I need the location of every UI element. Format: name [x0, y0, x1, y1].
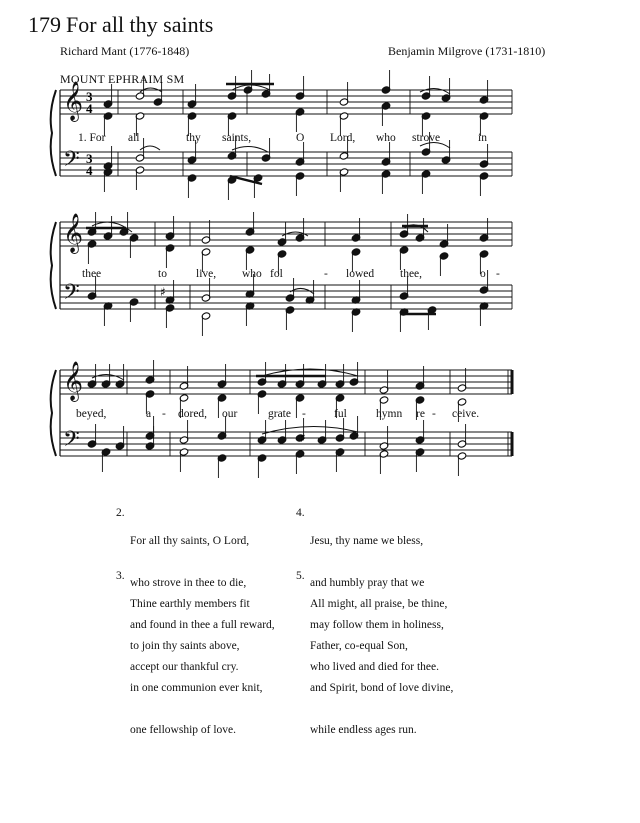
- lyric-syllable: lowed: [346, 268, 375, 280]
- sharp-sign: ♯: [300, 431, 306, 445]
- hymn-title: For all thy saints: [66, 12, 214, 37]
- verse-number: 2.: [116, 507, 125, 519]
- treble-clef: 𝄞: [63, 361, 84, 401]
- lyric-syllable: thy: [186, 132, 201, 144]
- bass-clef: 𝄢: [63, 147, 80, 177]
- bass-clef: 𝄢: [63, 280, 80, 310]
- verse-line: and humbly pray that we: [310, 577, 425, 589]
- hymn-number: 179: [28, 12, 61, 37]
- lyric-syllable: our: [222, 408, 238, 420]
- verse-line: Father, co-equal Son,: [310, 640, 408, 652]
- final-barline: [511, 432, 514, 456]
- lyric-syllable: saints,: [222, 132, 252, 144]
- lyric-syllable: thee,: [400, 268, 423, 280]
- time-signature-bottom: 4: [86, 163, 93, 178]
- time-signature-top: 3: [86, 151, 93, 166]
- composer-credit: Benjamin Milgrove (1731-1810): [388, 44, 546, 58]
- lyric-syllable: who: [242, 268, 262, 280]
- final-barline: [511, 370, 514, 394]
- brace: [51, 222, 56, 309]
- lyric-syllable: o: [480, 268, 486, 280]
- lyric-syllable: -: [432, 408, 436, 420]
- verse-line: and Spirit, bond of love divine,: [310, 682, 454, 694]
- lyric-syllable: strove: [412, 132, 441, 144]
- sharp-sign: ♯: [160, 285, 166, 299]
- lyric-syllable: to: [158, 268, 167, 280]
- verse-line: All might, all praise, be thine,: [310, 598, 448, 610]
- lyric-syllable: ceive.: [452, 408, 480, 420]
- lyric-syllable: Lord,: [330, 132, 356, 144]
- bass-clef: 𝄢: [63, 427, 80, 457]
- verse-number: 5.: [296, 570, 305, 582]
- lyric-syllable: grate: [268, 408, 291, 420]
- verse-line: who lived and died for thee.: [310, 661, 440, 673]
- lyric-syllable: -: [162, 408, 166, 420]
- lyric-syllable: thee: [82, 268, 102, 280]
- lyric-syllable: 1. For: [78, 132, 106, 144]
- verse-line: accept our thankful cry.: [130, 661, 239, 673]
- author-credit: Richard Mant (1776-1848): [60, 44, 190, 58]
- lyric-syllable: O: [296, 132, 305, 144]
- time-signature-bottom: 4: [86, 101, 93, 116]
- treble-clef: 𝄞: [63, 213, 84, 253]
- treble-clef: 𝄞: [63, 81, 84, 121]
- verse-line: one fellowship of love.: [130, 724, 237, 736]
- lyric-syllable: hymn: [376, 408, 403, 420]
- verse-line: and found in thee a full reward,: [130, 619, 275, 631]
- verse-line: while endless ages run.: [310, 724, 417, 736]
- lyric-syllable: live,: [196, 268, 217, 280]
- time-signature-top: 3: [86, 89, 93, 104]
- lyric-syllable: a: [146, 408, 152, 420]
- lyric-syllable: all: [128, 132, 140, 144]
- verse-number: 3.: [116, 570, 125, 582]
- brace: [51, 370, 56, 456]
- verse-line: For all thy saints, O Lord,: [130, 535, 250, 547]
- verse-line: Jesu, thy name we bless,: [310, 535, 424, 547]
- lyric-syllable: who: [376, 132, 396, 144]
- verse-number: 4.: [296, 507, 305, 519]
- lyric-syllable: re: [416, 408, 425, 420]
- verse-line: Thine earthly members fit: [130, 598, 250, 610]
- lyric-syllable: ful: [334, 408, 347, 420]
- lyric-syllable: in: [478, 132, 487, 144]
- lyric-syllable: fol: [270, 268, 283, 280]
- slur: [140, 146, 160, 150]
- verse-line: may follow them in holiness,: [310, 619, 444, 631]
- tune-name: MOUNT EPHRAIM SM: [60, 72, 185, 86]
- verse-line: who strove in thee to die,: [130, 577, 247, 589]
- lyric-syllable: beyed,: [76, 408, 107, 420]
- lyric-syllable: -: [496, 268, 500, 280]
- verse-line: to join thy saints above,: [130, 640, 240, 652]
- verse-line: in one communion ever knit,: [130, 682, 263, 694]
- brace: [51, 90, 56, 176]
- slur: [232, 146, 268, 152]
- slur: [92, 374, 124, 380]
- lyric-syllable: -: [302, 408, 306, 420]
- lyric-syllable: dored,: [178, 408, 208, 420]
- lyric-syllable: -: [324, 268, 328, 280]
